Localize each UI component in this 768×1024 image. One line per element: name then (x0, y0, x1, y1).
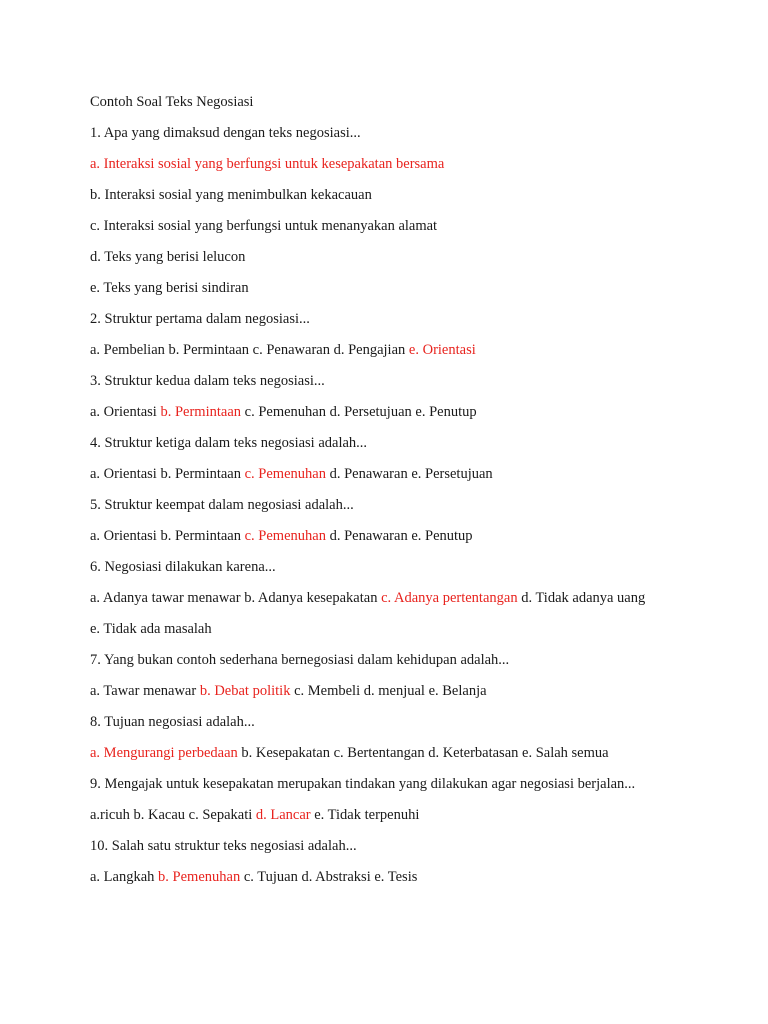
document-body (90, 91, 730, 897)
question-text: 5. Struktur keempat dalam negosiasi adalah... (90, 497, 354, 513)
answer-options-line (90, 587, 730, 618)
answer-options-line (90, 525, 730, 556)
question-text: 9. Mengajak untuk kesepakatan merupakan tindakan yang dilakukan agar negosiasi berjalan... (90, 776, 636, 792)
question-line (90, 308, 730, 339)
option-text: a. Orientasi b. Permintaan (90, 466, 245, 482)
option-text: d. Teks yang berisi lelucon (90, 249, 246, 265)
question-text: 10. Salah satu struktur teks negosiasi adalah... (90, 838, 357, 854)
answer-options-line (90, 153, 730, 184)
correct-answer-highlight: b. Debat politik (199, 683, 291, 699)
answer-options-line (90, 277, 730, 308)
question-text: 3. Struktur kedua dalam teks negosiasi... (90, 373, 325, 389)
option-text: d. Tidak adanya uang (517, 590, 646, 606)
answer-options-line (90, 866, 730, 897)
question-text: 4. Struktur ketiga dalam teks negosiasi adalah... (90, 435, 368, 451)
correct-answer-highlight: c. Pemenuhan (244, 528, 326, 544)
question-line (90, 370, 730, 401)
correct-answer-highlight: c. Adanya pertentangan (381, 590, 518, 606)
answer-options-line (90, 680, 730, 711)
option-text: c. Tujuan d. Abstraksi e. Tesis (240, 869, 418, 885)
option-text: a. Pembelian b. Permintaan c. Penawaran d. Pengajian (90, 342, 409, 358)
option-text: e. Teks yang berisi sindiran (90, 280, 249, 296)
answer-options-line (90, 339, 730, 370)
document-title-text: Contoh Soal Teks Negosiasi (90, 94, 254, 110)
option-text: a. Langkah (90, 869, 159, 885)
correct-answer-highlight: a. Interaksi sosial yang berfungsi untuk kesepakatan bersama (90, 156, 445, 172)
correct-answer-highlight: b. Pemenuhan (158, 869, 241, 885)
option-text: d. Penawaran e. Persetujuan (325, 466, 493, 482)
question-line (90, 432, 730, 463)
question-text: 6. Negosiasi dilakukan karena... (90, 559, 276, 575)
option-text: b. Interaksi sosial yang menimbulkan kekacauan (90, 187, 372, 203)
option-text: a. Orientasi b. Permintaan (90, 528, 245, 544)
correct-answer-highlight: a. Mengurangi perbedaan (90, 745, 238, 761)
option-text: a. Tawar menawar (90, 683, 200, 699)
option-text: a. Adanya tawar menawar b. Adanya kesepakatan (90, 590, 382, 606)
option-text: c. Membeli d. menjual e. Belanja (290, 683, 487, 699)
option-text: e. Tidak terpenuhi (310, 807, 420, 823)
answer-options-line (90, 184, 730, 215)
question-text: 1. Apa yang dimaksud dengan teks negosiasi... (90, 125, 361, 141)
document-title (90, 91, 730, 122)
question-line (90, 835, 730, 866)
question-line (90, 711, 730, 742)
option-text: a. Orientasi (90, 404, 161, 420)
correct-answer-highlight: d. Lancar (255, 807, 311, 823)
option-text: c. Pemenuhan d. Persetujuan e. Penutup (241, 404, 477, 420)
question-line (90, 773, 730, 804)
answer-options-line (90, 401, 730, 432)
option-text: a.ricuh b. Kacau c. Sepakati (90, 807, 256, 823)
question-line (90, 122, 730, 153)
question-text: 2. Struktur pertama dalam negosiasi... (90, 311, 310, 327)
option-text: d. Penawaran e. Penutup (325, 528, 473, 544)
answer-options-line (90, 742, 730, 773)
question-line (90, 494, 730, 525)
question-line (90, 556, 730, 587)
correct-answer-highlight: c. Pemenuhan (244, 466, 326, 482)
option-text: e. Tidak ada masalah (90, 621, 212, 637)
answer-options-line (90, 618, 730, 649)
correct-answer-highlight: e. Orientasi (408, 342, 476, 358)
answer-options-line (90, 215, 730, 246)
question-list (90, 122, 730, 897)
question-line (90, 649, 730, 680)
answer-options-line (90, 804, 730, 835)
answer-options-line (90, 246, 730, 277)
question-text: 8. Tujuan negosiasi adalah... (90, 714, 255, 730)
option-text: b. Kesepakatan c. Bertentangan d. Keterbatasan e. Salah semua (237, 745, 609, 761)
option-text: c. Interaksi sosial yang berfungsi untuk menanyakan alamat (90, 218, 438, 234)
question-text: 7. Yang bukan contoh sederhana bernegosiasi dalam kehidupan adalah... (90, 652, 510, 668)
answer-options-line (90, 463, 730, 494)
correct-answer-highlight: b. Permintaan (160, 404, 242, 420)
